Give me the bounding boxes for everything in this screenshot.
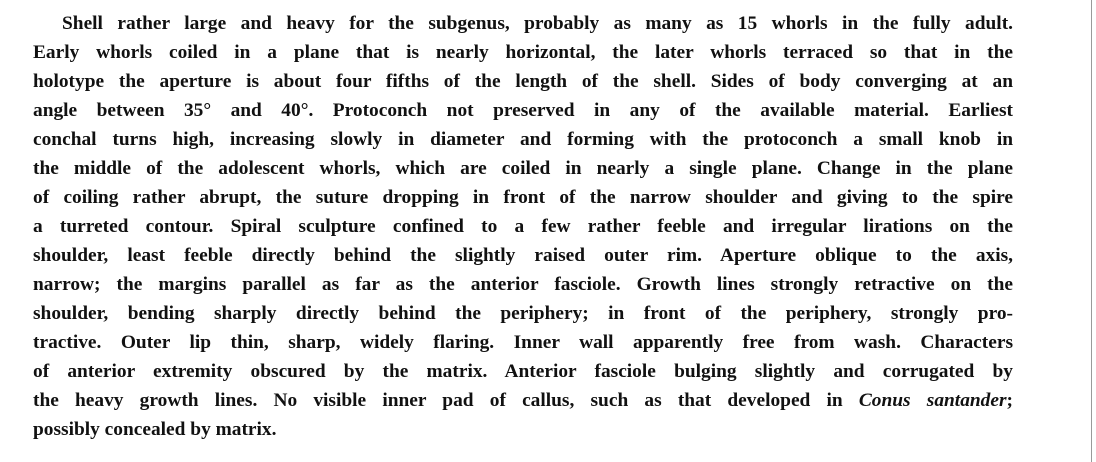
text-line-14-roman: the heavy growth lines. No visible inner pad of callus, such as that developed in: [33, 390, 859, 411]
page-edge-rule: [1091, 0, 1092, 462]
species-name-italic: Conus santander: [858, 390, 1007, 411]
text-line-14: [33, 386, 1013, 415]
text-line-9: shoulder, least feeble directly behind the slightly raised outer rim. Aperture oblique to the axis,: [33, 245, 1013, 266]
text-line-2: Early whorls coiled in a plane that is nearly horizontal, the later whorls terraced so that in the: [33, 42, 1013, 63]
text-line-13: of anterior extremity obscured by the matrix. Anterior fasciole bulging slightly and corrugated by: [33, 361, 1013, 382]
text-line-14-end: ;: [1006, 390, 1013, 411]
text-line-5: conchal turns high, increasing slowly in diameter and forming with the protoconch a small knob in: [33, 129, 1013, 150]
text-line-1: Shell rather large and heavy for the subgenus, probably as many as 15 whorls in the fully adult.: [62, 13, 1013, 34]
text-line-11: shoulder, bending sharply directly behind the periphery; in front of the periphery, strongly pro-: [33, 303, 1013, 324]
text-line-15: possibly concealed by matrix.: [33, 419, 277, 440]
text-line-3: holotype the aperture is about four fifths of the length of the shell. Sides of body converging at an: [33, 71, 1013, 92]
text-line-12: tractive. Outer lip thin, sharp, widely flaring. Inner wall apparently free from wash. Characters: [33, 332, 1013, 353]
text-line-7: of coiling rather abrupt, the suture dropping in front of the narrow shoulder and giving to the spire: [33, 187, 1013, 208]
text-line-10: narrow; the margins parallel as far as the anterior fasciole. Growth lines strongly retractive on the: [33, 274, 1013, 295]
text-line-6: the middle of the adolescent whorls, which are coiled in nearly a single plane. Change in the plane: [33, 158, 1013, 179]
text-line-8: a turreted contour. Spiral sculpture confined to a few rather feeble and irregular lirations on the: [33, 216, 1013, 237]
text-line-4: angle between 35° and 40°. Protoconch not preserved in any of the available material. Earliest: [33, 100, 1013, 121]
